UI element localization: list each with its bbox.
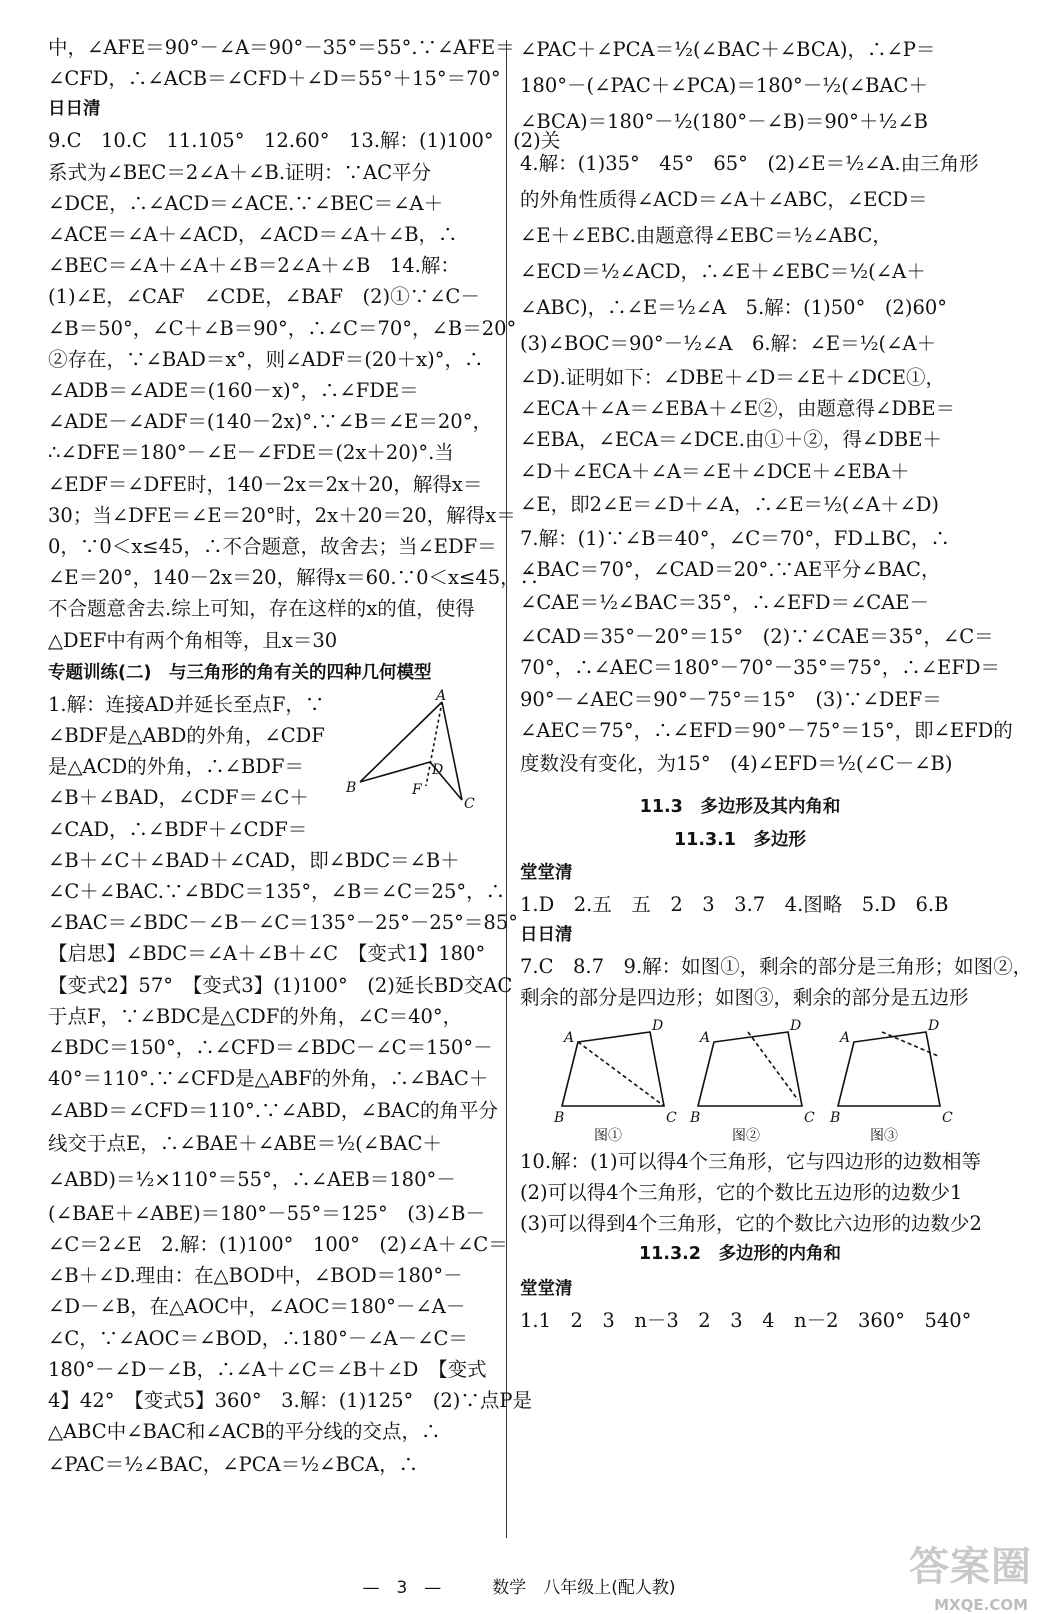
svg-text:B: B <box>554 1109 565 1126</box>
svg-text:B: B <box>830 1109 841 1126</box>
figure-caption: 图③ <box>870 1127 898 1144</box>
text-line: (2)可以得4个三角形，它的个数比五边形的边数少1 <box>520 1180 963 1204</box>
text-line: ∠D＋∠ECA＋∠A＝∠E＋∠DCE＋∠EBA＋ <box>520 459 910 483</box>
text-line: ∠EBA，∠ECA＝∠DCE.由①＋②，得∠DBE＋ <box>520 428 942 452</box>
quadrilateral <box>838 1029 940 1106</box>
edge-ac <box>442 702 462 800</box>
text-line: △DEF中有两个角相等，且x＝30 <box>48 628 338 652</box>
cut-line <box>578 1042 664 1106</box>
text-line: ∠CFD，∴∠ACB＝∠CFD＋∠D＝55°＋15°＝70° <box>48 67 501 91</box>
svg-text:F: F <box>412 782 422 798</box>
section-label-ririqing: 日日清 <box>48 99 101 120</box>
text-line: (1)∠E，∠CAF ∠CDE，∠BAF (2)①∵∠C－ <box>48 285 480 309</box>
text-line: ∠ABC)，∴∠E＝½∠A 5.解：(1)50° (2)60° <box>520 296 948 319</box>
text-line: 90°－∠AEC＝90°－75°＝15° (3)∵∠DEF＝ <box>520 687 942 711</box>
text-line: 度数没有变化，为15° (4)∠EFD＝½(∠C－∠B) <box>520 752 953 776</box>
text-line: ∠BCA)＝180°－½(180°－∠B)＝90°＋½∠B <box>520 110 928 133</box>
text-line: 7.解：(1)∵∠B＝40°，∠C＝70°，FD⊥BC，∴ <box>520 526 950 550</box>
text-line: 30；当∠DFE＝∠E＝20°时，2x＋20＝20，解得x＝ <box>48 503 516 527</box>
figure-1 <box>550 1014 677 1144</box>
figure-2 <box>688 1014 815 1144</box>
text-line: ∠BDC＝150°，∴∠CFD＝∠BDC－∠C＝150°－ <box>48 1036 493 1060</box>
svg-text:B: B <box>346 780 357 796</box>
watermark-url: MXQE.COM <box>934 1596 1028 1614</box>
text-line: 系式为∠BEC＝2∠A＋∠B.证明：∵AC平分 <box>48 160 432 184</box>
text-line: △ABC中∠BAC和∠ACB的平分线的交点，∴ <box>48 1420 441 1444</box>
text-line: ∠AEC＝75°，∴∠EFD＝90°－75°＝15°，即∠EFD的 <box>520 718 1013 742</box>
text-line: 180°－(∠PAC＋∠PCA)＝180°－½(∠BAC＋ <box>520 74 928 97</box>
svg-text:D: D <box>928 1017 940 1034</box>
text-line: ∠PAC＋∠PCA＝½(∠BAC＋∠BCA)，∴∠P＝ <box>520 38 936 61</box>
text-line: ∠ACE＝∠A＋∠ACD，∠ACD＝∠A＋∠B，∴ <box>48 223 458 247</box>
text-line: ∠BAC＝∠BDC－∠B－∠C＝135°－25°－25°＝85° <box>48 911 518 935</box>
quadrilateral <box>698 1029 802 1106</box>
cut-line <box>882 1032 938 1056</box>
svg-text:B: B <box>690 1109 701 1126</box>
text-line: ∠CAD＝35°－20°＝15° (2)∵∠CAE＝35°，∠C＝ <box>520 625 994 649</box>
text-line: ∠BDF是△ABD的外角，∠CDF <box>48 724 325 748</box>
text-line: ②存在，∵∠BAD＝x°，则∠ADF＝(20＋x)°，∴ <box>48 347 484 371</box>
page-footer: — 3 — 数学 八年级上(配人教) <box>362 1578 676 1598</box>
triangle-figure <box>302 688 475 824</box>
text-line: ∠EDF＝∠DFE时，140－2x＝2x＋20，解得x＝ <box>48 472 483 496</box>
section-label-tangtangqing: 堂堂清 <box>520 863 573 884</box>
text-line: ∠D).证明如下：∠DBE＋∠D＝∠E＋∠DCE①， <box>520 366 945 389</box>
text-line: 【启思】∠BDC＝∠A＋∠B＋∠C 【变式1】180° <box>48 942 486 966</box>
text-line: 0，∵0＜x≤45，∴不合题意，故舍去；当∠EDF＝ <box>48 535 497 559</box>
section-title: 专题训练(二) 与三角形的角有关的四种几何模型 <box>48 662 432 683</box>
text-line: ∠E＋∠EBC.由题意得∠EBC＝½∠ABC， <box>520 224 892 247</box>
text-line: ∠D－∠B，在△AOC中，∠AOC＝180°－∠A－ <box>48 1295 466 1319</box>
text-line: ∴∠DFE＝180°－∠E－∠FDE＝(2x＋20)°.当 <box>48 441 454 465</box>
text-line: 1.1 2 3 n－3 2 3 4 n－2 360° 540° <box>520 1309 972 1333</box>
text-line: ∠ADE－∠ADF＝(140－2x)°.∵∠B＝∠E＝20°， <box>48 410 492 434</box>
text-line: ∠B＋∠C＋∠BAD＋∠CAD，即∠BDC＝∠B＋ <box>48 848 460 872</box>
polygon-figures <box>520 1014 960 1146</box>
text-line: 不合题意舍去.综上可知，存在这样的x的值，使得 <box>48 597 475 621</box>
figure-caption: 图① <box>594 1127 622 1144</box>
svg-text:C: C <box>666 1109 677 1126</box>
text-line: ∠CAD，∴∠BDF＋∠CDF＝ <box>48 817 308 841</box>
text-line: 剩余的部分是四边形；如图③，剩余的部分是五边形 <box>520 986 969 1010</box>
text-line: ∠DCE，∴∠ACD＝∠ACE.∵∠BEC＝∠A＋ <box>48 191 444 215</box>
text-line: ∠E＝20°，140－2x＝20，解得x＝60.∵0＜x≤45，∴ <box>48 566 540 590</box>
svg-text:D: D <box>432 762 444 778</box>
text-line: 10.解：(1)可以得4个三角形，它与四边形的边数相等 <box>520 1149 982 1173</box>
text-line: ∠BEC＝∠A＋∠A＋∠B＝2∠A＋∠B 14.解： <box>48 254 460 278</box>
text-line: 70°，∴∠AEC＝180°－70°－35°＝75°，∴∠EFD＝ <box>520 656 1001 680</box>
figure-3 <box>826 1014 953 1144</box>
text-line: ∠C，∵∠AOC＝∠BOD，∴180°－∠A－∠C＝ <box>48 1326 468 1350</box>
svg-text:A: A <box>840 1029 851 1046</box>
text-line: ∠E，即2∠E＝∠D＋∠A，∴∠E＝½(∠A＋∠D) <box>520 492 940 516</box>
text-line: 4.解：(1)35° 45° 65° (2)∠E＝½∠A.由三角形 <box>520 152 979 175</box>
text-line: 【变式2】57° 【变式3】(1)100° (2)延长BD交AC <box>48 973 513 997</box>
text-line: ∠BAC＝70°，∠CAD＝20°.∵AE平分∠BAC， <box>520 558 941 582</box>
svg-text:C: C <box>464 796 475 812</box>
svg-text:A: A <box>564 1029 575 1046</box>
watermark-logo: 答案圈 <box>909 1544 1032 1590</box>
text-line: ∠CAE＝½∠BAC＝35°，∴∠EFD＝∠CAE－ <box>520 591 930 615</box>
svg-text:A: A <box>436 688 447 704</box>
text-line: ∠C＝2∠E 2.解：(1)100° 100° (2)∠A＋∠C＝ <box>48 1232 508 1256</box>
text-line: ∠PAC＝½∠BAC，∠PCA＝½∠BCA，∴ <box>48 1453 419 1477</box>
section-label-tangtangqing: 堂堂清 <box>520 1279 573 1300</box>
heading-11-3-2: 11.3.2 多边形的内角和 <box>638 1244 841 1265</box>
text-line: ∠ABD＝∠CFD＝110°.∵∠ABD，∠BAC的角平分 <box>48 1098 499 1122</box>
text-line: (∠BAE＋∠ABE)＝180°－55°＝125° (3)∠B－ <box>48 1201 485 1225</box>
text-line: (3)∠BOC＝90°－½∠A 6.解：∠E＝½(∠A＋ <box>520 332 937 355</box>
svg-text:D: D <box>652 1017 664 1034</box>
text-line: 的外角性质得∠ACD＝∠A＋∠ABC，∠ECD＝ <box>520 188 928 211</box>
text-line: 于点F，∵∠BDC是△CDF的外角，∠C＝40°， <box>48 1004 463 1028</box>
svg-text:D: D <box>790 1017 802 1034</box>
right-column <box>520 32 1033 1336</box>
text-line: ∠B＋∠BAD，∠CDF＝∠C＋ <box>48 786 309 810</box>
heading-11-3-1: 11.3.1 多边形 <box>673 830 806 851</box>
text-line: ∠B＋∠D.理由：在△BOD中，∠BOD＝180°－ <box>48 1264 463 1288</box>
text-line: ∠C＋∠BAC.∵∠BDC＝135°，∠B＝∠C＝25°，∴ <box>48 880 506 904</box>
text-line: 9.C 10.C 11.105° 12.60° 13.解：(1)100° (2)关 <box>48 129 561 153</box>
section-label-ririqing: 日日清 <box>520 925 573 946</box>
svg-text:A: A <box>700 1029 711 1046</box>
text-line: 1.D 2.五 五 2 3 3.7 4.图略 5.D 6.B <box>520 893 949 917</box>
text-line: 7.C 8.7 9.解：如图①，剩余的部分是三角形；如图②， <box>520 955 1033 979</box>
text-line: ∠ADB＝∠ADE＝(160－x)°，∴∠FDE＝ <box>48 379 419 403</box>
text-line: (3)可以得到4个三角形，它的个数比六边形的边数少2 <box>520 1212 982 1236</box>
figure-caption: 图② <box>732 1127 760 1144</box>
text-line: ∠ECA＋∠A＝∠EBA＋∠E②，由题意得∠DBE＝ <box>520 397 956 421</box>
text-line: ∠ECD＝½∠ACD，∴∠E＋∠EBC＝½(∠A＋ <box>520 260 926 283</box>
text-line: 180°－∠D－∠B，∴∠A＋∠C＝∠B＋∠D 【变式 <box>48 1357 487 1381</box>
text-line: ∠ABD)＝½×110°＝55°，∴∠AEB＝180°－ <box>48 1167 456 1191</box>
text-line: 1.解：连接AD并延长至点F，∵ <box>48 692 325 716</box>
svg-text:C: C <box>804 1109 815 1126</box>
svg-text:C: C <box>942 1109 953 1126</box>
text-line: 40°＝110°.∵∠CFD是△ABF的外角，∴∠BAC＋ <box>48 1067 489 1091</box>
text-line: 4】42° 【变式5】360° 3.解：(1)125° (2)∵点P是 <box>48 1388 533 1412</box>
text-line: 线交于点E，∴∠BAE＋∠ABE＝½(∠BAC＋ <box>48 1131 442 1155</box>
text-line: 是△ACD的外角，∴∠BDF＝ <box>48 755 304 779</box>
heading-11-3: 11.3 多边形及其内角和 <box>639 797 841 818</box>
text-line: ∠B＝50°，∠C＋∠B＝90°，∴∠C＝70°，∠B＝20° <box>48 316 517 340</box>
text-line: 中，∠AFE＝90°－∠A＝90°－35°＝55°.∵∠AFE＝ <box>48 36 515 59</box>
